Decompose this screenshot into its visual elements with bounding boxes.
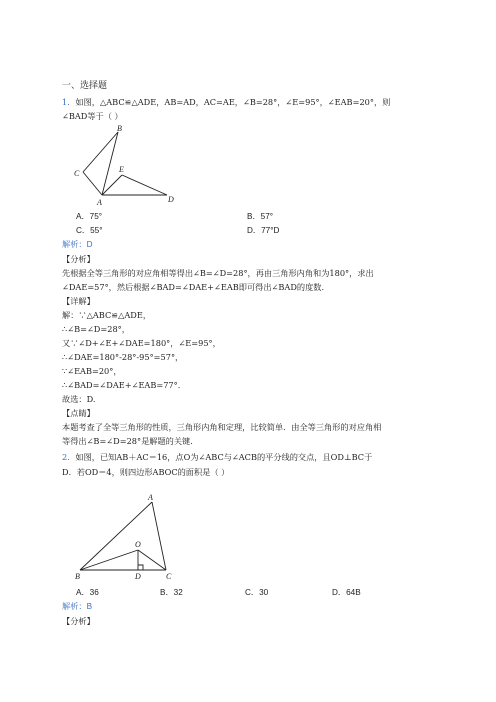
q2-answer: 解析：B (62, 602, 93, 611)
q1-stem-line2: ∠BAD等于（ ） (62, 111, 123, 121)
q2-label-o: O (135, 540, 141, 549)
q2-stem-text: 如图，已知AB＋AC＝16，点O为∠ABC与∠ACB的平分线的交点，且OD⊥BC于 (75, 452, 373, 462)
q1-analysis-line1: 先根据全等三角形的对应角相等得出∠B=∠D=28°，再由三角形内角和为180°，求出 (62, 268, 374, 278)
q1-answer: 解析：D (62, 240, 93, 249)
q1-option-c: C．55° (76, 226, 103, 235)
q2-label-c: C (166, 572, 172, 581)
q2-option-d: D．64B (332, 588, 361, 597)
q1-analysis-head: 【分析】 (62, 254, 95, 264)
q2-option-a: A．36 (76, 588, 99, 597)
q1-detail-line6: ∴∠BAD=∠DAE+∠EAB=77°. (62, 380, 181, 390)
q2-label-a: A (148, 493, 153, 502)
q2-seg-bo (80, 550, 138, 570)
q1-stem-text: 如图，△ABC≌△ADE，AB=AD，AC=AE，∠B=28°，∠E=95°，∠EAB=20°，则 (75, 97, 391, 107)
q1-detail-head: 【详解】 (62, 296, 95, 306)
q1-figure (70, 122, 190, 208)
q1-option-d: D．77°D (247, 226, 280, 235)
q1-comment-head: 【点睛】 (62, 408, 95, 418)
q1-detail-line3: 又∵∠D+∠E+∠DAE=180°，∠E=95°， (62, 338, 221, 348)
q1-seg-ca (83, 172, 102, 195)
q1-detail-line4: ∴∠DAE=180°-28°-95°=57°， (62, 352, 184, 362)
q2-figure (72, 490, 192, 582)
q2-seg-oc (138, 550, 166, 570)
section-title: 一、选择题 (62, 81, 108, 91)
q1-option-a: A．75° (76, 212, 103, 221)
q1-detail-line2: ∴∠B=∠D=28°， (62, 324, 130, 334)
q2-option-c: C．30 (245, 588, 269, 597)
q2-stem-line1 (62, 451, 372, 463)
q1-label-e: E (119, 165, 124, 174)
q1-label-a: A (97, 198, 102, 207)
q1-label-d: D (168, 195, 174, 204)
q1-option-b: B．57° (247, 212, 274, 221)
q1-detail-line5: ∵∠EAB=20°， (62, 366, 122, 376)
q2-stem-line2: D．若OD＝4，则四边形ABOC的面积是（ ） (62, 467, 230, 477)
q1-label-b: B (117, 124, 122, 133)
q2-right-angle-mark (138, 565, 143, 570)
q1-comment-line1: 本题考查了全等三角形的性质，三角形内角和定理，比较简单．由全等三角形的对应角相 (62, 422, 382, 432)
q1-comment-line2: 等得出∠B=∠D=28°是解题的关键. (62, 436, 193, 446)
q2-seg-ac (152, 502, 166, 570)
q1-detail-line7: 故选：D. (62, 394, 96, 404)
q2-number: 2． (62, 452, 76, 462)
q2-seg-ba (80, 502, 152, 570)
q1-seg-ed (122, 175, 167, 195)
q1-detail-line1: 解：∵△ABC≌△ADE， (62, 310, 152, 320)
q2-option-b: B．32 (160, 588, 183, 597)
q2-analysis-head: 【分析】 (62, 616, 95, 626)
q1-number: 1． (62, 97, 76, 107)
q1-analysis-line2: ∠DAE=57°，然后根据∠BAD=∠DAE+∠EAB即可得出∠BAD的度数. (62, 282, 325, 292)
q1-stem-line1 (62, 96, 390, 108)
q1-label-c: C (74, 169, 80, 178)
q2-label-d: D (135, 572, 141, 581)
q2-label-b: B (75, 572, 80, 581)
